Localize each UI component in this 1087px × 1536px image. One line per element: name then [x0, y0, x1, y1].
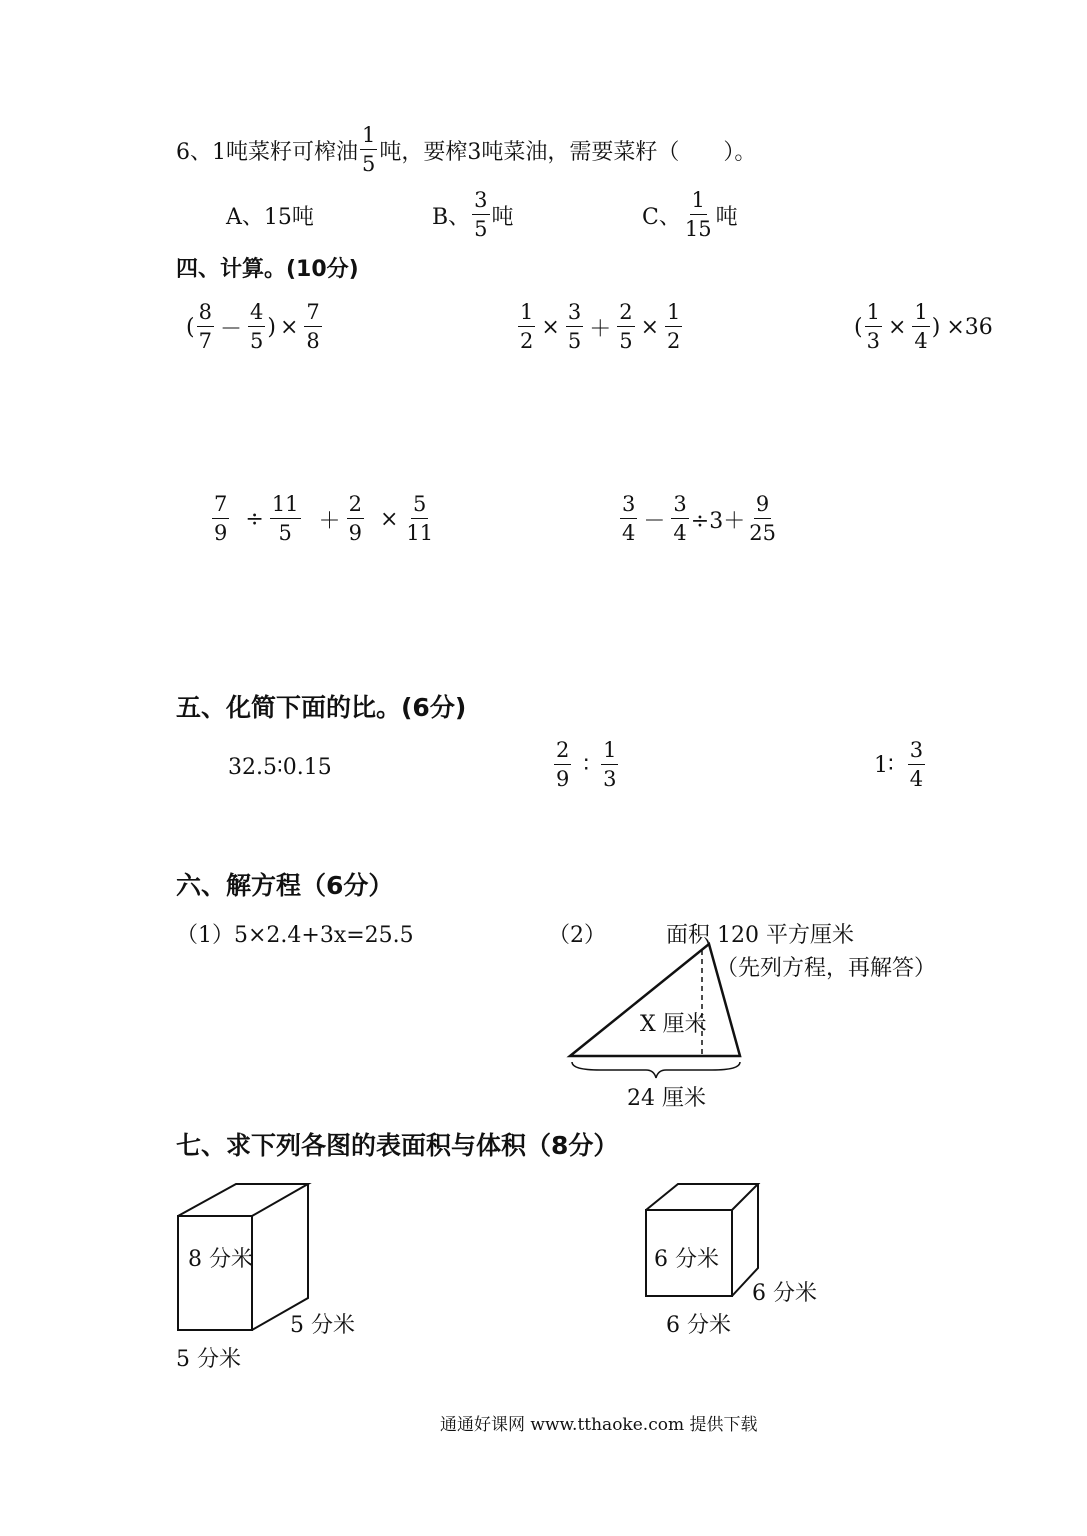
cube-height-label: 6 分米: [654, 1247, 719, 1272]
cube-diagram: [640, 1176, 770, 1306]
triangle-shape: [570, 944, 740, 1056]
expression-4: $\frac{7}{9}$ ÷ $\frac{11}{5}$ ＋ $\frac{2}{9}$ × $\frac{5}{11}$: [214, 492, 434, 545]
base-brace: [572, 1062, 740, 1078]
equation-1: （1）5×2.4+3x=25.5: [176, 923, 414, 948]
expression-1: ( $\frac{8}{7}$ － $\frac{4}{5}$ ) × $\frac{7}{8}$: [186, 300, 320, 353]
equation-instruction: （先列方程，再解答）: [716, 956, 937, 981]
triangle-area-label: 面积 120 平方厘米: [666, 923, 854, 948]
cube-depth-label: 6 分米: [752, 1281, 817, 1306]
q6-prefix: 6、1吨菜籽可榨油: [176, 139, 358, 165]
cuboid-top-face: [178, 1184, 308, 1216]
section-6-title: 六、解方程（6分）: [176, 871, 394, 900]
ratio-3: 1∶ $\frac{3}{4}$: [874, 738, 924, 791]
cuboid-front-face: [178, 1216, 252, 1330]
triangle-height-label: X 厘米: [640, 1012, 707, 1037]
cuboid-height-label: 8 分米: [188, 1247, 253, 1272]
cube-top-face: [646, 1184, 758, 1210]
page-footer: 通通好课网 www.tthaoke.com 提供下载: [440, 1415, 758, 1435]
expression-2: $\frac{1}{2}$ × $\frac{3}{5}$ ＋ $\frac{2}{5}$ × $\frac{1}{2}$: [520, 300, 681, 353]
q6-suffix: 吨，要榨3吨菜油，需要菜籽（ ）。: [379, 139, 757, 165]
ratio-1: 32.5∶0.15: [228, 755, 332, 780]
q6-option-b: B、 $\frac{3}{5}$ 吨: [432, 188, 514, 241]
cube-width-label: 6 分米: [666, 1313, 731, 1338]
cuboid-width-label: 5 分米: [176, 1347, 241, 1372]
expression-3: ( $\frac{1}{3}$ × $\frac{1}{4}$ ) ×36: [854, 300, 993, 353]
question-6: [176, 125, 756, 175]
section-4-title: 四、计算。(10分): [176, 257, 359, 282]
equation-2-label: （2）: [548, 923, 606, 948]
cuboid-depth-label: 5 分米: [290, 1313, 355, 1338]
section-5-title: 五、化简下面的比。(6分): [176, 693, 467, 722]
ratio-2: $\frac{2}{9}$ ∶ $\frac{1}{3}$: [556, 738, 617, 791]
q6-option-a: A、15吨: [226, 205, 314, 230]
expression-5: $\frac{3}{4}$ － $\frac{3}{4}$ ÷3＋ $\frac{9}{25}$: [622, 492, 776, 545]
q6-option-c: C、 $\frac{1}{15}$ 吨: [642, 188, 738, 241]
q6-fraction: $\frac{1}{5}$: [362, 123, 376, 176]
section-7-title: 七、求下列各图的表面积与体积（8分）: [176, 1131, 619, 1160]
triangle-base-label: 24 厘米: [627, 1086, 706, 1111]
